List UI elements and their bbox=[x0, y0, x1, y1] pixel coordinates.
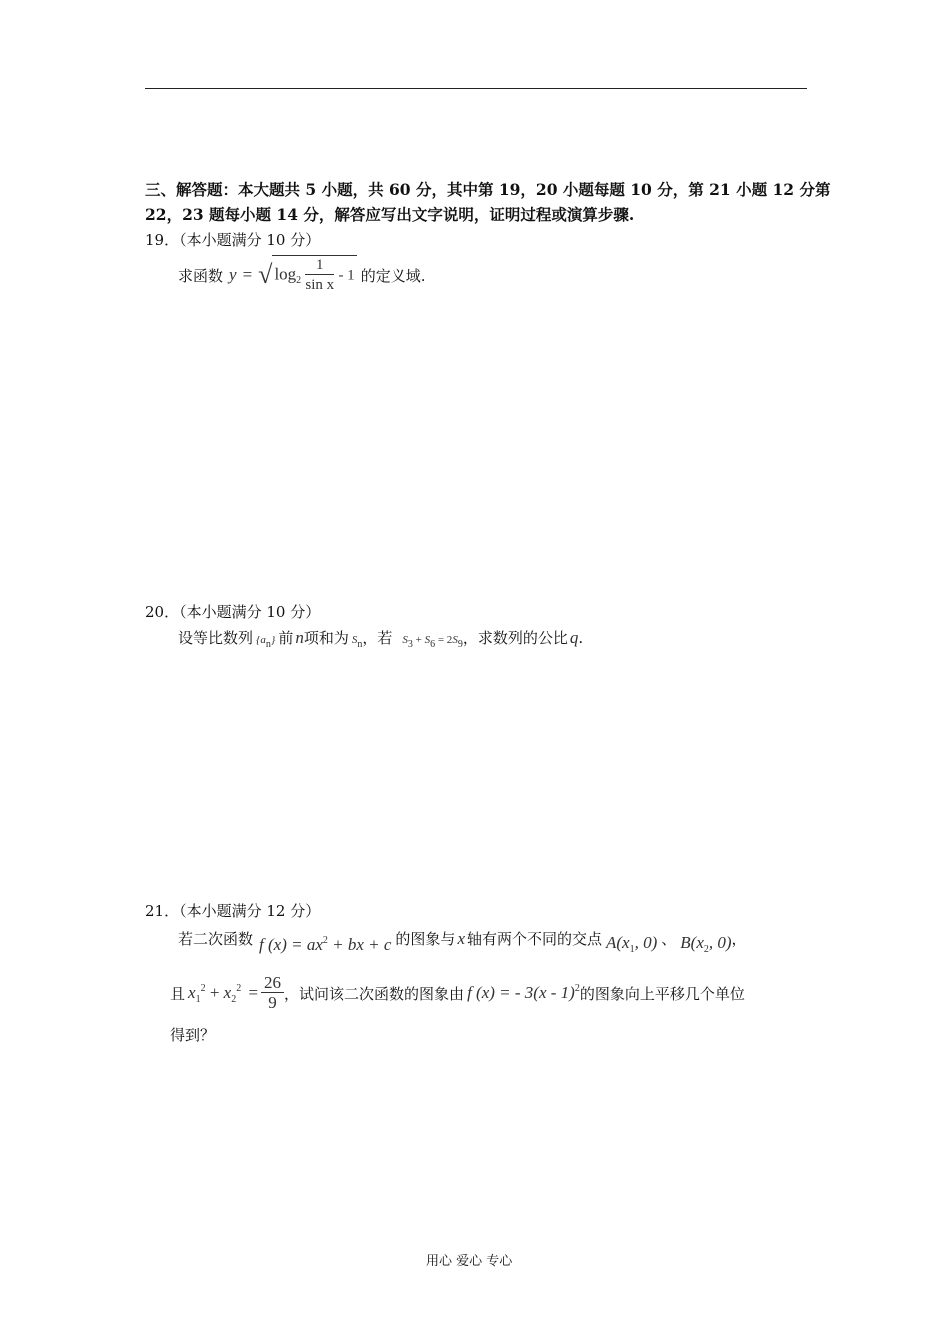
q19-y: y bbox=[229, 265, 237, 284]
q21-g: f (x) = - 3(x - 1)$^2$ bbox=[467, 983, 580, 1002]
q21-numerator: 26 bbox=[261, 974, 284, 993]
q21-fx: f $(x) = ax^2$ + bx + c bbox=[259, 935, 392, 954]
q20-Sn: Sn bbox=[351, 634, 363, 650]
q20-sequence: {an} bbox=[256, 634, 276, 650]
q20-n: n bbox=[295, 628, 304, 647]
q19-statement bbox=[178, 252, 425, 298]
q19-minus-one: - 1 bbox=[338, 267, 355, 284]
q21-t1: 若二次函数 bbox=[178, 930, 254, 948]
q21-fraction bbox=[261, 974, 284, 1013]
q20-q: q bbox=[569, 628, 579, 647]
section-heading-line2: 22，23 题每小题 14 分，解答应写出文字说明，证明过程或演算步骤. bbox=[145, 205, 635, 224]
q20-number: 20．（本小题满分 10 分） bbox=[145, 603, 321, 621]
q20-end: . bbox=[578, 629, 584, 647]
q21-sep: 、 bbox=[661, 930, 677, 948]
q19-prefix: 求函数 bbox=[178, 266, 224, 285]
q20-t4: ，若 bbox=[362, 629, 393, 647]
q19-log: log bbox=[274, 264, 297, 284]
q20-t1: 设等比数列 bbox=[178, 629, 254, 647]
q19-number: 19．（本小题满分 10 分） bbox=[145, 231, 321, 249]
q21-t7: 得到？ bbox=[170, 1026, 216, 1044]
q20-equation: S3 + S6 = 2S9 bbox=[402, 634, 463, 650]
q20-statement bbox=[178, 627, 583, 648]
q19-denominator: sin x bbox=[305, 277, 335, 293]
q21-point-B: $B(x_2$, 0) bbox=[680, 933, 732, 955]
sqrt-icon: √ bbox=[258, 260, 273, 289]
q21-t5: ，试问该二次函数的图象由 bbox=[284, 984, 465, 1003]
q21-sum: $x_1^2 + x_2^2$ = bbox=[188, 983, 259, 1005]
q19-numerator: 1 bbox=[305, 256, 334, 275]
q21-point-A: $A(x_1$, 0) bbox=[606, 933, 658, 955]
q19-fraction bbox=[305, 256, 334, 295]
page-footer: 用心 爱心 专心 bbox=[426, 1254, 513, 1269]
q19-base: 2 bbox=[296, 275, 302, 287]
section-heading-line1: 三、解答题：本大题共 5 小题，共 60 分，其中第 19，20 小题每题 10 分，第 21 小题 12 分第 bbox=[145, 180, 831, 199]
q20-t2: 前 bbox=[278, 629, 294, 647]
q21-denominator: 9 bbox=[268, 992, 277, 1012]
q20-t5: ，求数列的公比 bbox=[462, 629, 568, 647]
q21-t3: 轴有两个不同的交点 bbox=[466, 930, 602, 948]
q21-t6: 的图象向上平移几个单位 bbox=[579, 984, 745, 1003]
q19-eq: = bbox=[242, 265, 253, 284]
q19-suffix: 的定义域. bbox=[360, 266, 426, 285]
q19-radicand bbox=[272, 255, 356, 295]
q21-t4: 且 bbox=[170, 984, 186, 1003]
q21-line1 bbox=[178, 928, 747, 955]
q21-comma: ， bbox=[731, 930, 747, 948]
q21-t2: 的图象与 bbox=[395, 930, 456, 948]
q21-x: x bbox=[457, 929, 465, 948]
q20-t3: 项和为 bbox=[303, 629, 349, 647]
header-rule bbox=[145, 88, 807, 89]
q21-line2 bbox=[170, 970, 745, 1016]
q21-number: 21．（本小题满分 12 分） bbox=[145, 902, 321, 920]
